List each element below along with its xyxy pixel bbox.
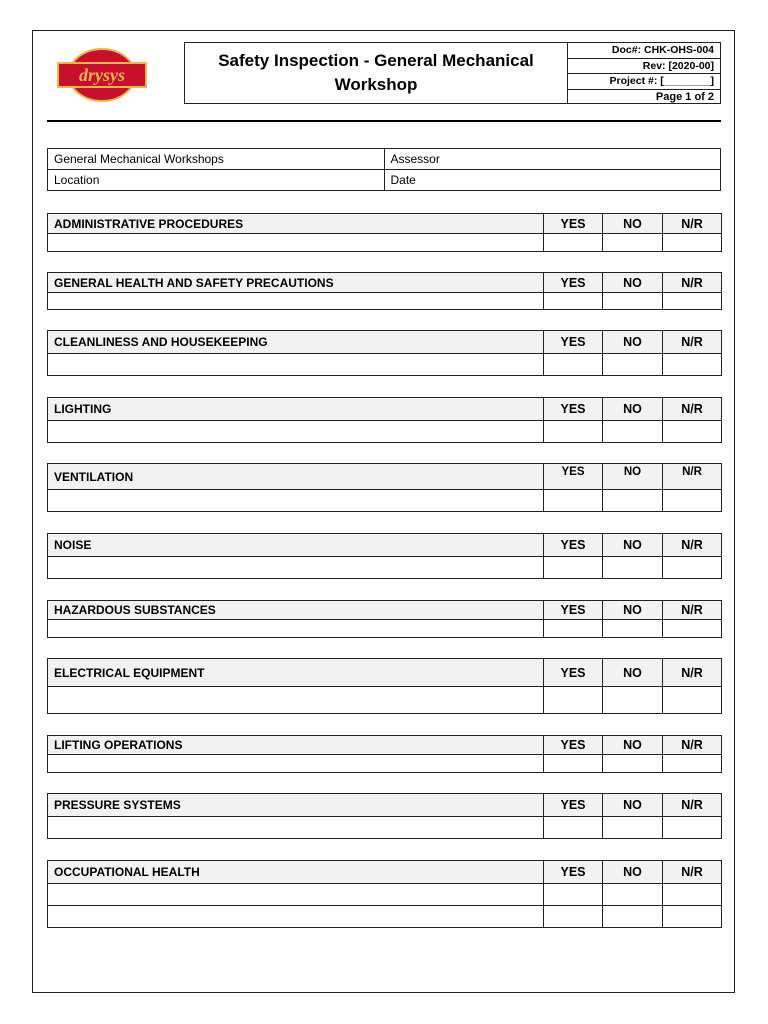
section-table	[47, 658, 722, 714]
cell-nr[interactable]	[663, 817, 722, 839]
column-nr: N/R	[663, 273, 722, 293]
cell-item[interactable]	[48, 906, 544, 928]
column-nr: N/R	[663, 659, 722, 687]
cell-nr[interactable]	[663, 234, 722, 252]
cell-yes[interactable]	[544, 687, 603, 714]
column-no: NO	[603, 534, 663, 557]
assessor-label: Assessor	[384, 149, 721, 170]
column-yes: YES	[544, 534, 603, 557]
cell-item[interactable]	[48, 490, 544, 512]
cell-nr[interactable]	[663, 293, 722, 310]
section-table	[47, 533, 722, 579]
section-title: CLEANLINESS AND HOUSEKEEPING	[48, 331, 544, 354]
cell-yes[interactable]	[544, 293, 603, 310]
column-no: NO	[603, 214, 663, 234]
section-title: VENTILATION	[48, 464, 544, 490]
cell-nr[interactable]	[663, 755, 722, 773]
checklist-row	[48, 421, 722, 443]
cell-nr[interactable]	[663, 884, 722, 906]
column-nr: N/R	[663, 601, 722, 620]
column-nr: N/R	[663, 736, 722, 755]
workshops-label: General Mechanical Workshops	[48, 149, 385, 170]
cell-no[interactable]	[603, 687, 663, 714]
cell-yes[interactable]	[544, 421, 603, 443]
cell-yes[interactable]	[544, 490, 603, 512]
cell-no[interactable]	[603, 293, 663, 310]
section-table	[47, 213, 722, 252]
cell-nr[interactable]	[663, 354, 722, 376]
column-no: NO	[603, 659, 663, 687]
column-yes: YES	[544, 861, 603, 884]
cell-no[interactable]	[603, 620, 663, 638]
section-title: ELECTRICAL EQUIPMENT	[48, 659, 544, 687]
column-yes: YES	[544, 464, 603, 490]
cell-item[interactable]	[48, 557, 544, 579]
section-table	[47, 272, 722, 310]
column-yes: YES	[544, 659, 603, 687]
column-nr: N/R	[663, 534, 722, 557]
cell-item[interactable]	[48, 884, 544, 906]
section-table	[47, 463, 722, 512]
checklist-row	[48, 687, 722, 714]
cell-nr[interactable]	[663, 490, 722, 512]
section-title: PRESSURE SYSTEMS	[48, 794, 544, 817]
section-table	[47, 793, 722, 839]
date-label: Date	[384, 170, 721, 191]
cell-item[interactable]	[48, 620, 544, 638]
title-text: Safety Inspection - General Mechanical Workshop	[218, 51, 534, 94]
column-no: NO	[603, 794, 663, 817]
cell-no[interactable]	[603, 557, 663, 579]
cell-yes[interactable]	[544, 234, 603, 252]
cell-yes[interactable]	[544, 906, 603, 928]
cell-no[interactable]	[603, 755, 663, 773]
checklist-row	[48, 234, 722, 252]
info-table	[47, 148, 721, 191]
cell-item[interactable]	[48, 354, 544, 376]
checklist-row	[48, 755, 722, 773]
document-title	[184, 42, 568, 104]
column-nr: N/R	[663, 214, 722, 234]
cell-item[interactable]	[48, 293, 544, 310]
cell-no[interactable]	[603, 884, 663, 906]
cell-yes[interactable]	[544, 620, 603, 638]
cell-item[interactable]	[48, 755, 544, 773]
checklist-row	[48, 354, 722, 376]
column-no: NO	[603, 464, 663, 490]
section-title: OCCUPATIONAL HEALTH	[48, 861, 544, 884]
column-no: NO	[603, 736, 663, 755]
cell-nr[interactable]	[663, 421, 722, 443]
cell-item[interactable]	[48, 817, 544, 839]
cell-yes[interactable]	[544, 755, 603, 773]
checklist-row	[48, 884, 722, 906]
cell-yes[interactable]	[544, 817, 603, 839]
column-no: NO	[603, 861, 663, 884]
cell-item[interactable]	[48, 234, 544, 252]
column-nr: N/R	[663, 794, 722, 817]
cell-no[interactable]	[603, 906, 663, 928]
header-divider	[47, 120, 721, 122]
section-title: HAZARDOUS SUBSTANCES	[48, 601, 544, 620]
svg-text:drysys: drysys	[79, 65, 125, 85]
column-nr: N/R	[663, 464, 722, 490]
cell-no[interactable]	[603, 817, 663, 839]
cell-yes[interactable]	[544, 354, 603, 376]
cell-nr[interactable]	[663, 620, 722, 638]
section-table	[47, 397, 722, 443]
drysys-logo	[56, 48, 148, 102]
column-yes: YES	[544, 398, 603, 421]
cell-no[interactable]	[603, 421, 663, 443]
cell-nr[interactable]	[663, 687, 722, 714]
column-yes: YES	[544, 794, 603, 817]
location-label: Location	[48, 170, 385, 191]
section-title: ADMINISTRATIVE PROCEDURES	[48, 214, 544, 234]
cell-nr[interactable]	[663, 906, 722, 928]
cell-nr[interactable]	[663, 557, 722, 579]
cell-item[interactable]	[48, 687, 544, 714]
project-number: Project #: [________]	[568, 74, 720, 90]
section-title: GENERAL HEALTH AND SAFETY PRECAUTIONS	[48, 273, 544, 293]
checklist-row	[48, 906, 722, 928]
cell-yes[interactable]	[544, 557, 603, 579]
cell-no[interactable]	[603, 490, 663, 512]
cell-no[interactable]	[603, 234, 663, 252]
column-yes: YES	[544, 331, 603, 354]
checklist-row	[48, 620, 722, 638]
cell-yes[interactable]	[544, 884, 603, 906]
column-no: NO	[603, 601, 663, 620]
cell-no[interactable]	[603, 354, 663, 376]
column-no: NO	[603, 273, 663, 293]
checklist-row	[48, 557, 722, 579]
doc-number: Doc#: CHK-OHS-004	[568, 43, 720, 59]
column-yes: YES	[544, 601, 603, 620]
column-yes: YES	[544, 214, 603, 234]
section-table	[47, 860, 722, 928]
section-table	[47, 735, 722, 773]
column-yes: YES	[544, 273, 603, 293]
section-title: LIFTING OPERATIONS	[48, 736, 544, 755]
section-table	[47, 330, 722, 376]
column-nr: N/R	[663, 861, 722, 884]
section-title: LIGHTING	[48, 398, 544, 421]
document-meta	[567, 42, 721, 104]
section-table	[47, 600, 722, 638]
column-nr: N/R	[663, 398, 722, 421]
revision: Rev: [2020-00]	[568, 59, 720, 75]
checklist-row	[48, 490, 722, 512]
column-no: NO	[603, 398, 663, 421]
section-title: NOISE	[48, 534, 544, 557]
column-no: NO	[603, 331, 663, 354]
column-yes: YES	[544, 736, 603, 755]
checklist-row	[48, 817, 722, 839]
checklist-row	[48, 293, 722, 310]
column-nr: N/R	[663, 331, 722, 354]
page-number: Page 1 of 2	[655, 90, 714, 103]
cell-item[interactable]	[48, 421, 544, 443]
